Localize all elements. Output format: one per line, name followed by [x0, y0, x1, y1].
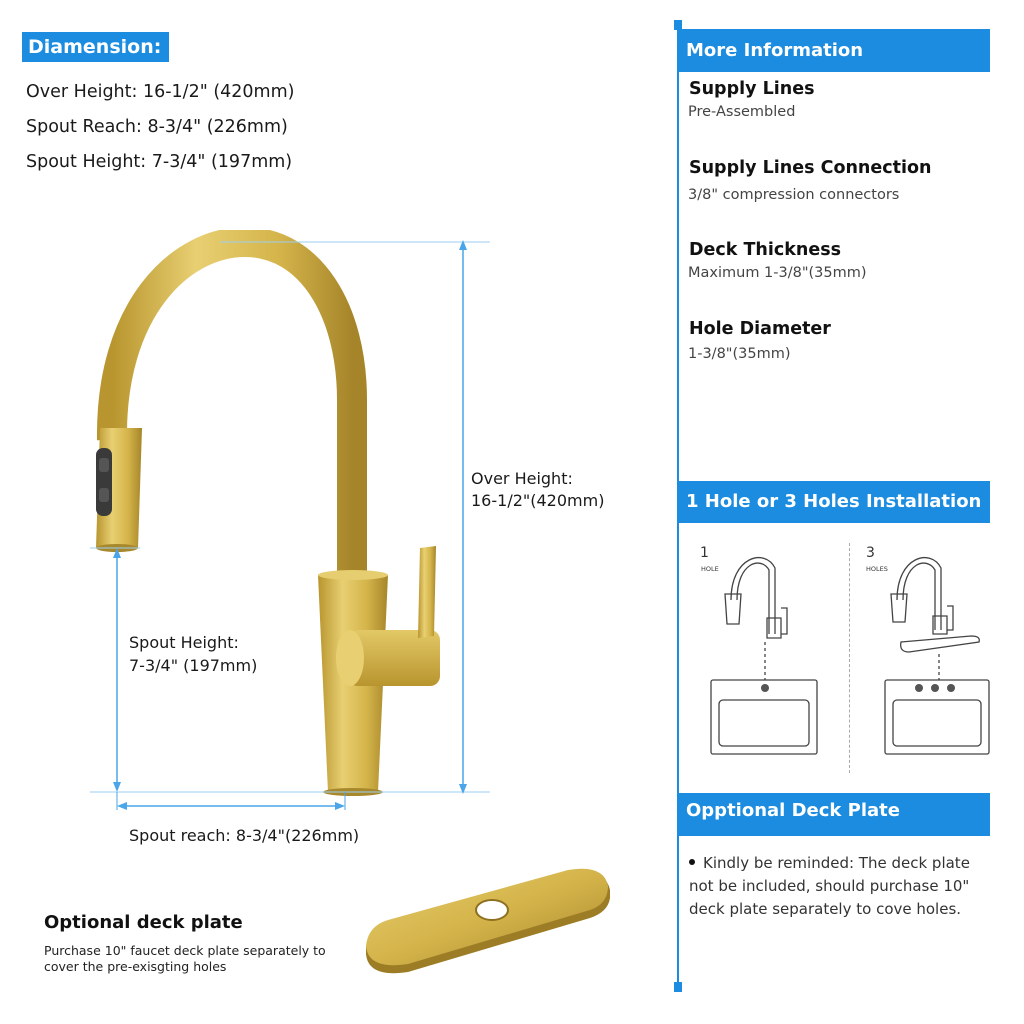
over-height-label-line2: 16-1/2"(420mm): [471, 491, 605, 510]
info-title-supply-lines-connection: Supply Lines Connection: [689, 158, 932, 178]
info-text-supply-lines-connection: 3/8" compression connectors: [688, 187, 900, 203]
optional-deck-plate-title: Optional deck plate: [44, 912, 243, 933]
info-title-hole-diameter: Hole Diameter: [689, 319, 831, 339]
bullet-icon: [689, 859, 695, 865]
over-height-label-line1: Over Height:: [471, 469, 573, 488]
divider-cap-bottom: [674, 982, 682, 992]
more-information-header: More Information: [679, 29, 990, 72]
install-three-caption: HOLES: [866, 565, 888, 573]
deck-plate-image: [358, 868, 618, 978]
install-three-number: 3: [866, 545, 875, 561]
faucet-illustration: [70, 230, 490, 810]
installation-diagram: [695, 538, 995, 778]
spec-spout-height: Spout Height: 7-3/4" (197mm): [26, 152, 293, 172]
spout-reach-label: Spout reach: 8-3/4"(226mm): [129, 826, 360, 845]
installation-header: 1 Hole or 3 Holes Installation: [679, 481, 990, 523]
spout-height-label-line2: 7-3/4" (197mm): [129, 656, 258, 675]
deck-plate-note: [689, 852, 979, 921]
info-text-hole-diameter: 1-3/8"(35mm): [688, 346, 791, 362]
faucet-lever: [418, 546, 436, 638]
deck-plate-note-text: Kindly be reminded: The deck plate not be included, should purchase 10" deck plate separately to cove holes.: [689, 854, 970, 918]
info-title-deck-thickness: Deck Thickness: [689, 240, 842, 260]
info-text-supply-lines: Pre-Assembled: [688, 104, 796, 120]
install-one-number: 1: [700, 545, 709, 561]
info-text-deck-thickness: Maximum 1-3/8"(35mm): [688, 265, 867, 281]
spec-over-height: Over Height: 16-1/2" (420mm): [26, 82, 295, 102]
optional-deck-plate-description: Purchase 10" faucet deck plate separately to cover the pre-exisgting holes: [44, 943, 326, 974]
info-title-supply-lines: Supply Lines: [689, 79, 815, 99]
install-one-caption: HOLE: [701, 565, 719, 573]
faucet-spout-arc: [112, 242, 352, 580]
deck-plate-header: Opptional Deck Plate: [679, 793, 990, 836]
dimension-header: Diamension:: [22, 32, 169, 62]
spec-spout-reach: Spout Reach: 8-3/4" (226mm): [26, 117, 288, 137]
spout-height-label-line1: Spout Height:: [129, 633, 239, 652]
